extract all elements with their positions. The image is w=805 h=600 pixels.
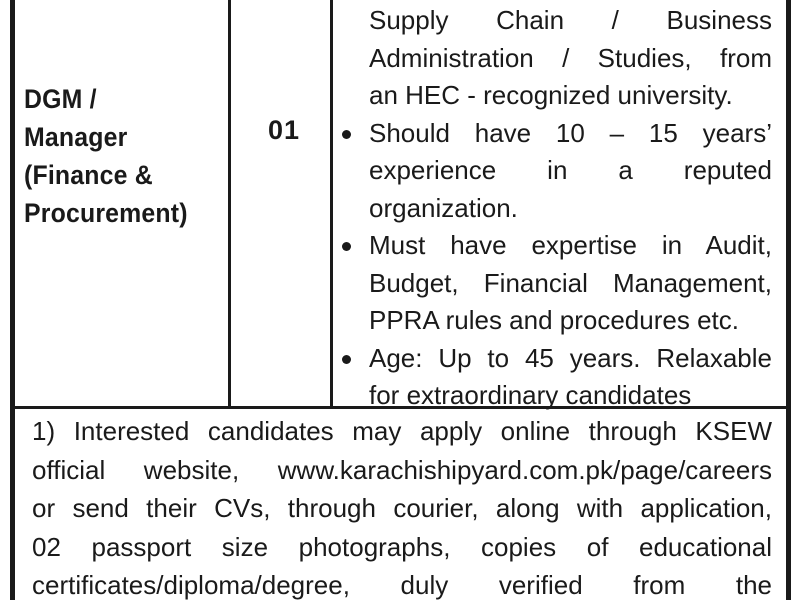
note-line: 02 passport size photographs, copies of educational bbox=[32, 531, 772, 562]
requirement-text: Should have 10 – 15 years’ bbox=[369, 117, 772, 148]
post-title-line: (Finance & bbox=[24, 160, 153, 190]
post-title-cell bbox=[24, 80, 217, 232]
requirement-line bbox=[338, 265, 772, 303]
requirement-text: Administration / Studies, from bbox=[369, 42, 772, 73]
note-line: certificates/diploma/degree, duly verified from the bbox=[32, 570, 772, 600]
requirement-text: Budget, Financial Management, bbox=[369, 267, 772, 298]
requirement-line bbox=[338, 340, 772, 378]
positions-count: 01 bbox=[267, 115, 301, 145]
post-title-line: DGM / bbox=[24, 84, 97, 114]
table-right-border bbox=[786, 0, 791, 600]
requirement-line bbox=[338, 115, 772, 153]
column-divider-2 bbox=[330, 0, 333, 408]
post-title-line: Procurement) bbox=[24, 198, 188, 228]
bullet-icon bbox=[342, 355, 351, 364]
requirement-text: Age: Up to 45 years. Relaxable bbox=[369, 342, 772, 373]
note-line: or send their CVs, through courier, along with application, bbox=[32, 493, 772, 523]
table-left-border bbox=[10, 0, 15, 600]
requirement-text: organization. bbox=[369, 192, 518, 223]
requirement-text: experience in a reputed bbox=[369, 155, 772, 185]
requirement-line bbox=[338, 190, 772, 228]
bullet-icon bbox=[342, 242, 351, 251]
requirement-line bbox=[338, 152, 772, 190]
bullet-icon bbox=[342, 130, 351, 139]
requirement-text: Must have expertise in Audit, bbox=[369, 230, 772, 260]
requirement-text: for extraordinary candidates bbox=[369, 380, 692, 410]
post-title-line: Manager bbox=[24, 122, 128, 152]
requirement-line bbox=[338, 377, 772, 415]
requirement-text: PPRA rules and procedures etc. bbox=[369, 305, 739, 335]
requirement-text: an HEC - recognized university. bbox=[369, 80, 733, 110]
note-line: 1) Interested candidates may apply online through KSEW bbox=[32, 416, 772, 446]
requirement-text: Supply Chain / Business bbox=[369, 5, 772, 35]
column-divider-1 bbox=[228, 0, 231, 408]
note-line: official website, www.karachishipyard.com.pk/page/careers bbox=[32, 454, 772, 485]
requirement-line bbox=[338, 227, 772, 265]
requirement-line bbox=[338, 2, 772, 40]
application-notes bbox=[32, 412, 772, 600]
requirement-line bbox=[338, 77, 772, 115]
requirement-line bbox=[338, 40, 772, 78]
requirement-line bbox=[338, 302, 772, 340]
requirements-cell bbox=[338, 0, 772, 415]
